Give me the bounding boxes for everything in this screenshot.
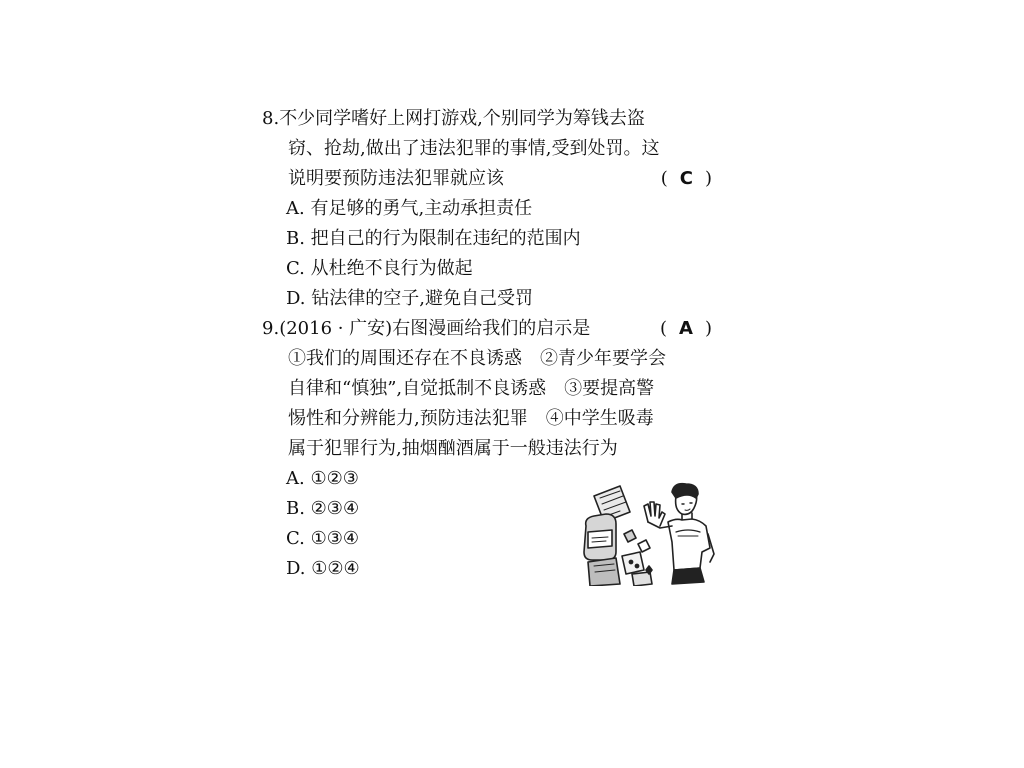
- youth-figure: [644, 484, 714, 584]
- q8-line-1: [262, 104, 732, 134]
- q9-answer-close: ): [704, 318, 718, 339]
- q9-line-5: 属于犯罪行为,抽烟酗酒属于一般违法行为: [288, 438, 618, 459]
- q9-option-b: B. ②③④: [286, 498, 360, 519]
- q9-line-3: 自律和“慎独”,自觉抵制不良诱惑 ③要提高警: [288, 378, 655, 399]
- q8-option-b: B. 把自己的行为限制在违纪的范围内: [286, 228, 581, 249]
- q9-line-4: 惕性和分辨能力,预防违法犯罪 ④中学生吸毒: [288, 408, 654, 429]
- q8-line-2: [262, 134, 732, 164]
- temptation-pile: [584, 486, 652, 586]
- q9-line-2: ①我们的周围还存在不良诱惑 ②青少年要学会: [288, 348, 666, 369]
- q8-answer-open: (: [660, 168, 674, 189]
- q8-option-a: A. 有足够的勇气,主动承担责任: [286, 198, 533, 219]
- q9-stem-part-1: (2016 · 广安)右图漫画给我们的启示是: [279, 318, 591, 339]
- cartoon-illustration: [576, 482, 720, 586]
- q8-number: 8.: [262, 108, 280, 129]
- q9-answer-bracket: [660, 314, 718, 344]
- q9-option-a: A. ①②③: [286, 468, 359, 489]
- q9-line-1: [262, 314, 732, 344]
- q8-option-c: C. 从杜绝不良行为做起: [286, 258, 473, 279]
- q8-stem-part-1: 不少同学嗜好上网打游戏,个别同学为筹钱去盗: [279, 108, 645, 129]
- q8-answer: C: [679, 168, 699, 189]
- q8-answer-bracket: [661, 164, 718, 194]
- q9-answer-open: (: [660, 318, 674, 339]
- q8-stem-part-3: 说明要预防违法犯罪就应该: [288, 168, 504, 189]
- q9-answer: A: [679, 318, 699, 339]
- q9-option-d: D. ①②④: [286, 558, 360, 579]
- q8-option-d: D. 钻法律的空子,避免自己受罚: [286, 288, 533, 309]
- q9-option-c: C. ①③④: [286, 528, 359, 549]
- q8-stem-part-2: 窃、抢劫,做出了违法犯罪的事情,受到处罚。这: [288, 138, 660, 159]
- q9-number: 9.: [262, 318, 280, 339]
- q8-line-3: [262, 164, 732, 194]
- q8-answer-close: ): [704, 168, 718, 189]
